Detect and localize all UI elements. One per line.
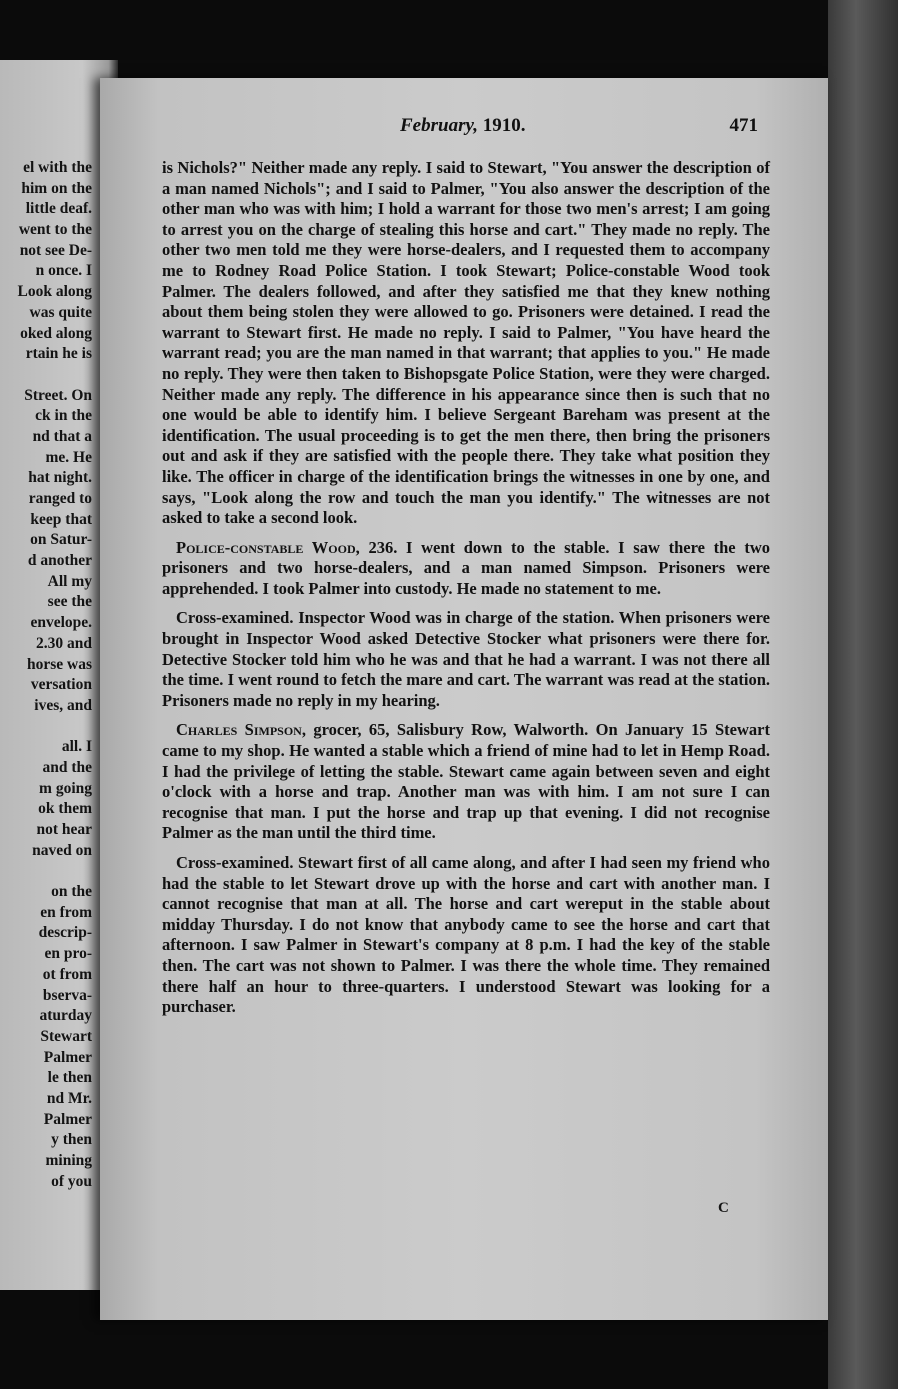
left-page-line: keep that: [30, 510, 92, 528]
left-page-line: nd that a: [32, 427, 92, 445]
left-page-line: Look along: [17, 283, 92, 301]
left-page-text: [0, 158, 92, 1192]
left-page-line: not hear: [36, 821, 92, 838]
book-page: [100, 78, 828, 1320]
left-page-line: Palmer: [43, 1048, 92, 1066]
paragraph-3: Cross-examined. Inspector Wood was in charge of the station. When prisoners were brought in Inspector Wood asked Detective Stocker what prisoners were there for. Detective Stocker told him who he was and that he had a warrant. I was not there all the time. I went round to fetch the mare and cart. The warrant was read at the station. Prisoners made no reply in my hearing.: [162, 608, 770, 710]
left-page-line: ck in the: [35, 407, 92, 425]
running-header: [400, 115, 790, 141]
left-page-line: on Satur-: [30, 531, 92, 549]
left-page-line: ranged to: [28, 490, 92, 507]
left-page-line: ives, and: [34, 696, 92, 714]
header-date: [400, 115, 525, 137]
witness-name-wood: Police-constable Wood: [176, 537, 356, 557]
left-page-line: bserva-: [42, 986, 92, 1004]
left-page-line: horse was: [26, 655, 92, 673]
left-page-line: versation: [30, 676, 92, 694]
page-body: [162, 158, 770, 1018]
left-page-line: of you: [51, 1172, 92, 1190]
left-page-line: hat night.: [28, 469, 92, 487]
paragraph-2: [162, 538, 770, 600]
scanner-background: [828, 0, 898, 1389]
header-month: February,: [400, 115, 478, 136]
left-page-line: oked along: [20, 324, 92, 342]
left-page-line: naved on: [32, 841, 92, 859]
left-page-line: y then: [51, 1131, 92, 1149]
left-page-line: en pro-: [44, 945, 92, 963]
left-page-line: rtain he is: [25, 345, 92, 363]
left-page-line: ok them: [38, 800, 92, 818]
witness-name-simpson: Charles Simpson: [176, 720, 302, 740]
left-page-line: all. I: [61, 738, 92, 756]
left-page-line: m going: [39, 779, 92, 797]
left-page-line: el with the: [23, 159, 92, 176]
signature-mark: C: [718, 1200, 729, 1216]
paragraph-5: Cross-examined. Stewart first of all came along, and after I had seen my friend who had the stable to let Stewart drove up with the horse and cart with another man. I cannot recognise that man at all. The horse and cart wereput in the stable about midday Thursday. I do not know that anybody came to see the horse and cart that afternoon. I saw Palmer in Stewart's company at 8 p.m. I had the key of the stable then. The cart was not shown to Palmer. I was there the whole time. They remained there half an hour to three-quarters. I understood Stewart was looking for a purchaser.: [162, 853, 770, 1017]
paragraph-4-text: , grocer, 65, Salisbury Row, Walworth. On January 15 Stewart came to my shop. He wanted a stable which a friend of mine had to let in Hemp Road. I had the privilege of letting the stable. Stewart came again between seven and eight o'clock with a horse and trap. Another man was with him. I am not sure I can recognise that man. I put the horse and trap up that evening. I did not recognise Palmer as the man until the third time.: [162, 720, 770, 843]
left-page-gap: [0, 717, 92, 738]
left-page-line: see the: [47, 593, 92, 611]
left-page-line: ot from: [42, 965, 92, 983]
left-page-line: 2.30 and: [36, 634, 92, 652]
left-page-gap: [0, 861, 92, 882]
left-page-line: mining: [45, 1152, 92, 1169]
left-page-line: not see De-: [19, 241, 92, 259]
left-page-line: me. He: [45, 448, 92, 466]
left-page-line: le then: [47, 1069, 92, 1087]
left-page-line: Street. On: [24, 386, 92, 404]
left-page-line: aturday: [39, 1007, 92, 1025]
paragraph-1: is Nichols?" Neither made any reply. I said to Stewart, "You answer the description of a man named Nichols"; and I said to Palmer, "You also answer the description of the other man who was with him; I hold a warrant for those two men's arrest; I am going to arrest you on the charge of stealing this horse and cart." They made no reply. The other two men told me they were horse-dealers, and I requested them to accompany me to Rodney Road Police Station. I took Stewart; Police-constable Wood took Palmer. The dealers followed, and after they satisfied me that they knew nothing about them being stolen they were allowed to go. Prisoners were detained. I read the warrant to Stewart first. He made no reply. I said to Palmer, "You have heard the warrant read; you are the man named in that warrant; that applies to you." He made no reply. They were then taken to Bishopsgate Police Station, were they were charged. Neither made any reply. The difference in his appearance since then is such that no one would be able to identify him. I believe Sergeant Bareham was present at the identification. The usual proceeding is to get the men there, then bring the prisoners out and ask if they are satisfied with the people there. They take what position they like. The officer in charge of the identification brings the witnesses in one by one, and says, "Look along the row and touch the man you identify." The witnesses are not asked to take a second look.: [162, 158, 770, 528]
left-page-line: little deaf.: [25, 200, 92, 218]
left-page-gap: [0, 365, 92, 386]
left-page-line: envelope.: [30, 614, 92, 632]
left-page-line: nd Mr.: [46, 1089, 92, 1107]
left-page-line: and the: [42, 758, 92, 776]
page-number: 471: [729, 115, 758, 136]
left-page-line: d another: [27, 552, 92, 570]
paragraph-4: [162, 720, 770, 844]
left-page-line: descrip-: [38, 924, 92, 942]
paragraph-2-text: , 236. I went down to the stable. I saw there the two prisoners and two horse-dealers, and a man named Simpson. Prisoners were apprehended. I took Palmer into custody. He made no statement to me.: [162, 537, 770, 598]
left-page-line: on the: [51, 883, 92, 901]
left-page-line: Palmer: [43, 1110, 92, 1128]
left-page-line: went to the: [18, 221, 92, 239]
left-page-line: n once. I: [35, 262, 92, 280]
header-year: 1910.: [482, 115, 526, 136]
left-page-line: him on the: [21, 179, 92, 197]
left-page-line: All my: [47, 572, 92, 590]
left-page-line: en from: [40, 903, 92, 921]
left-page-line: was quite: [29, 303, 92, 321]
left-page-line: Stewart: [40, 1027, 92, 1045]
